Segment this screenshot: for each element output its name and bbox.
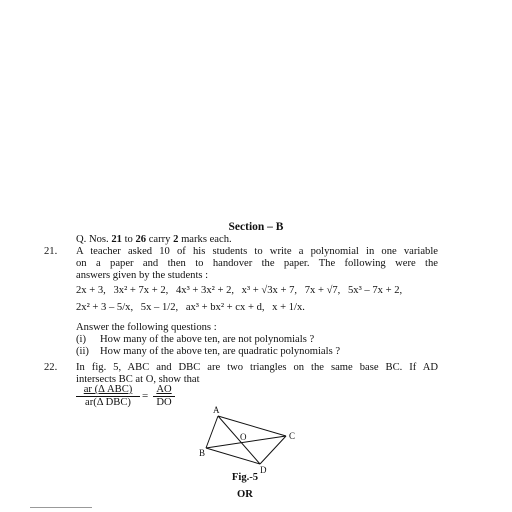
lhs-fraction: [76, 384, 140, 409]
label-c: C: [289, 431, 296, 441]
label-b: B: [199, 448, 206, 458]
q22-text-line-2: intersects BC at O, show that: [76, 374, 200, 385]
rhs-numerator: AO: [153, 384, 175, 397]
section-title: Section – B: [228, 221, 284, 233]
question-number-21: 21.: [44, 246, 58, 257]
q22-text-line-1: In fig. 5, ABC and DBC are two triangles on the same base BC. If AD: [76, 362, 438, 373]
equals-sign: =: [142, 390, 149, 402]
q21-part-i-text: How many of the above ten, are not polynomials ?: [100, 334, 315, 345]
segment-ad: [218, 416, 260, 464]
q21-part-i-label: (i): [76, 334, 86, 345]
q21-part-ii-label: (ii): [76, 346, 89, 357]
segment-bd: [206, 448, 260, 464]
label-a: A: [213, 405, 220, 415]
expression-7: 2x² + 3 – 5/x,: [76, 302, 134, 314]
q21-expression-row-2: [76, 301, 310, 314]
figure-caption: Fig.-5: [231, 472, 259, 483]
expression-9: ax³ + bx² + cx + d,: [185, 302, 265, 314]
label-o: O: [240, 432, 247, 442]
footer-rule: [30, 507, 92, 508]
lhs-numerator: ar (Δ ABC): [76, 384, 140, 397]
question-number-22: 22.: [44, 362, 58, 373]
marks-note: Q. Nos. 21 to 26 carry 2 marks each.: [76, 234, 232, 245]
label-d: D: [260, 465, 267, 474]
expression-6: 5x³ – 7x + 2,: [347, 285, 403, 297]
triangle-figure: [190, 402, 310, 474]
segment-ab: [206, 416, 218, 448]
q21-part-ii-text: How many of the above ten, are quadratic polynomials ?: [100, 346, 341, 357]
expression-8: 5x – 1/2,: [140, 302, 179, 314]
segment-ac: [218, 416, 286, 436]
expression-3: 4x³ + 3x² + 2,: [175, 285, 235, 297]
q21-answer-intro: Answer the following questions :: [76, 322, 217, 333]
rhs-fraction: [153, 384, 175, 409]
segment-cd: [260, 436, 286, 464]
q21-expression-row-1: [76, 284, 407, 297]
expression-10: x + 1/x.: [272, 302, 305, 314]
q21-text-line-1: A teacher asked 10 of his students to write a polynomial in one variable: [76, 246, 438, 257]
q21-text-line-3: answers given by the students :: [76, 270, 209, 281]
expression-1: 2x + 3,: [76, 285, 106, 297]
or-divider: OR: [237, 489, 253, 500]
rhs-denominator: DO: [156, 397, 172, 408]
expression-5: 7x + √7,: [304, 285, 341, 297]
expression-2: 3x² + 7x + 2,: [113, 285, 169, 297]
expression-4: x³ + √3x + 7,: [241, 285, 298, 297]
q21-text-line-2: on a paper and then to handover the paper. The following were the: [76, 258, 438, 269]
lhs-denominator: ar(Δ DBC): [85, 397, 131, 408]
